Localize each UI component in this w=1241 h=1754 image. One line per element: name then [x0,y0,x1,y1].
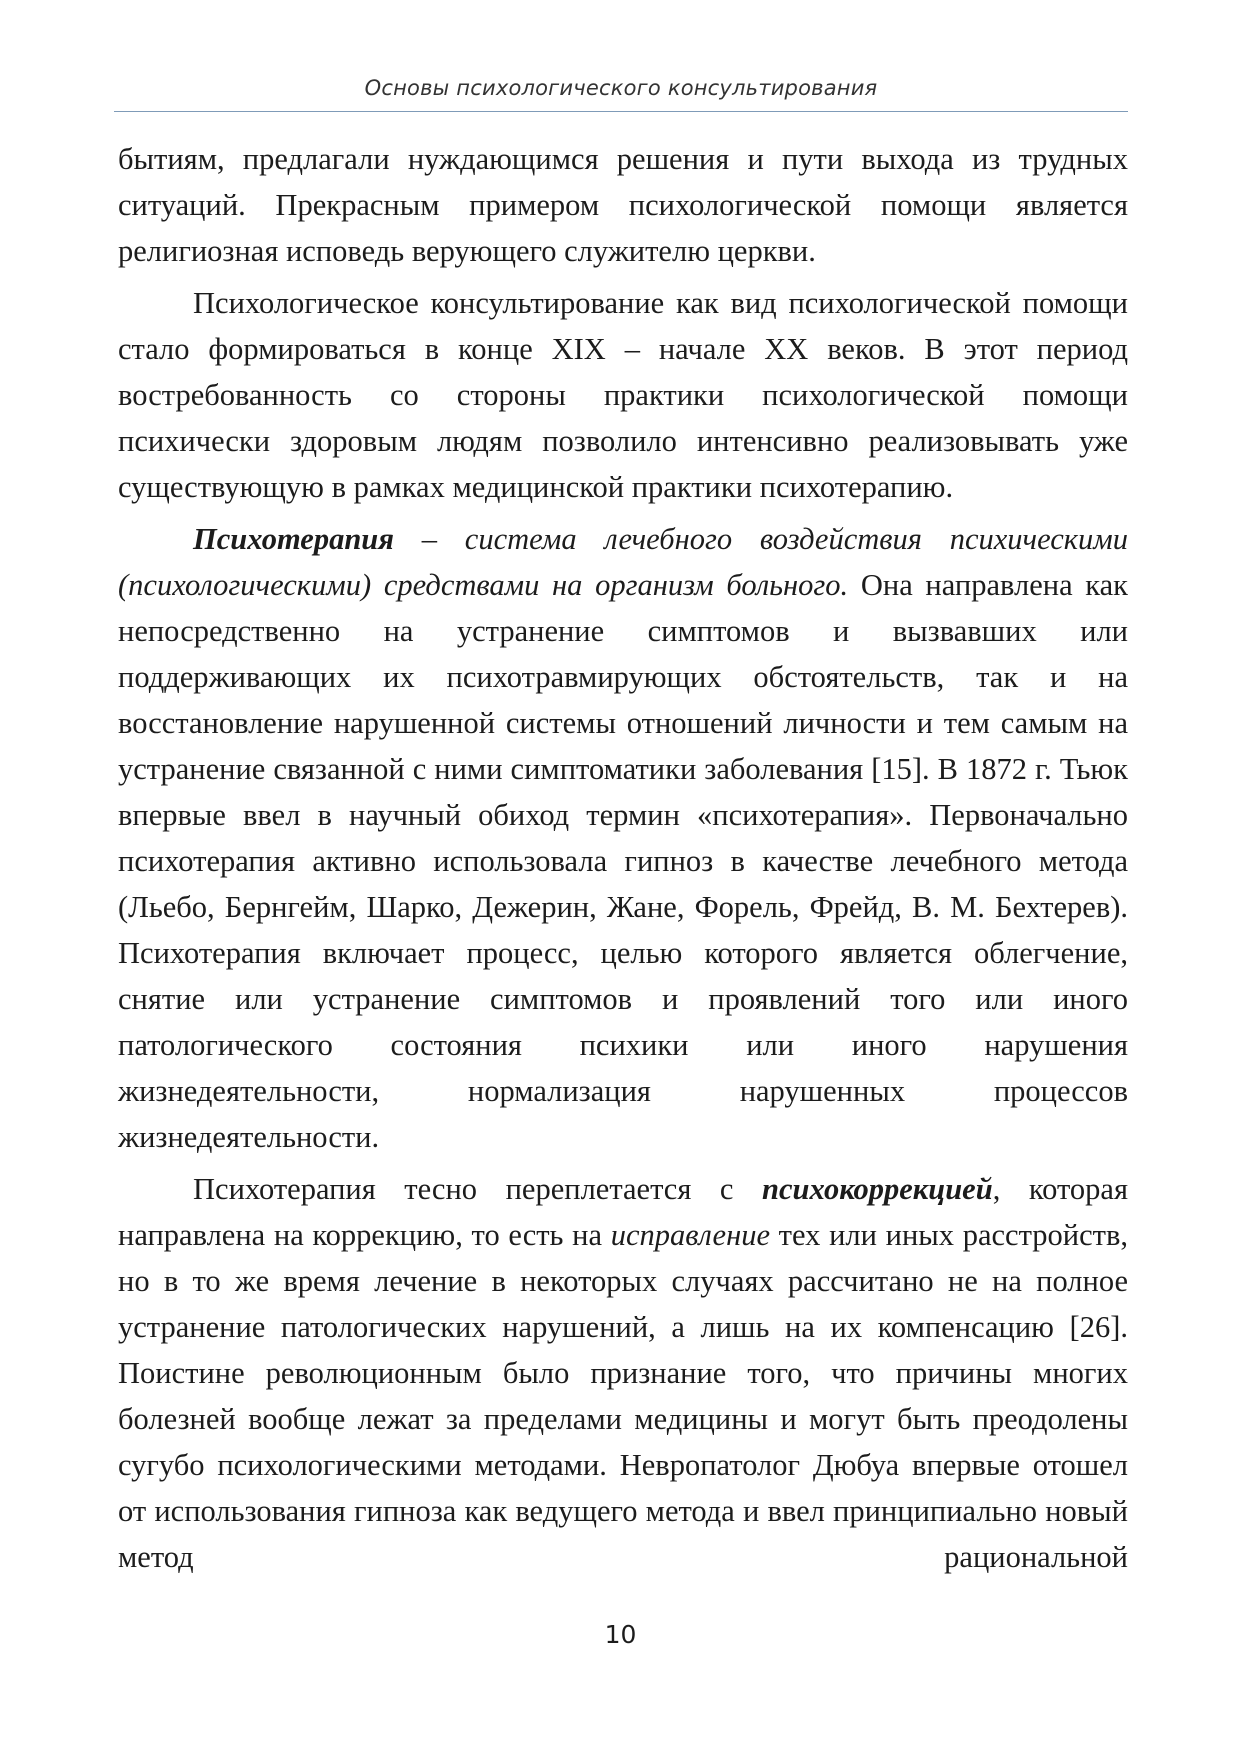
paragraph-4 [118,1166,1128,1580]
definition-psychotherapy: – система лечебного воздействия психическими (психологическими) средствами на организм больного. [118,522,1128,602]
term-psychocorrection: психокоррекцией [762,1172,993,1206]
emphasis-correction: исправление [610,1218,770,1252]
running-header: Основы психологического консультирования [364,76,878,100]
paragraph-4-lead: Психотерапия тесно переплетается с [193,1172,763,1206]
page-number: 10 [604,1620,637,1649]
paragraph-4-middle: , которая направлена на коррекцию, то есть на [118,1172,1128,1252]
paragraph-1: бытиям, предлагали нуждающимся решения и пути выхода из трудных ситуаций. Прекрасным примером психологической помощи является религиозная исповедь верующего служителю церкви. [118,142,1128,268]
paragraph-3 [118,516,1128,1160]
header-rule [114,111,1128,112]
paragraph-3-text: Она направлена как непосредственно на устранение симптомов и вызвавших или поддерживающих их психотравмирующих обстоятельств, так и на восстановление нарушенной системы отношений личности и тем самым на устранение связанной с ними симптоматики заболевания [15]. В 1872 г. Тьюк впервые ввел в научный обиход термин «психотерапия». Первоначально психотерапия активно использовала гипноз в качестве лечебного метода (Льебо, Бернгейм, Шарко, Дежерин, Жане, Форель, Фрейд, В. М. Бехтерев). Психотерапия включает процесс, целью которого является облегчение, снятие или устранение симптомов и проявлений того или иного патологического состояния психики или иного нарушения жизнедеятельности, нормализация нарушенных процессов жизнедеятельности. [118,568,1128,1154]
paragraph-2: Психологическое консультирование как вид психологической помощи стало формироваться в конце XIX – начале XX веков. В этот период востребованность со стороны практики психологической помощи психически здоровым людям позволило интенсивно реализовывать уже существующую в рамках медицинской практики психотерапию. [118,286,1128,504]
body-text [118,136,1128,1586]
term-psychotherapy: Психотерапия [193,522,394,556]
paragraph-4-text: тех или иных расстройств, но в то же время лечение в некоторых случаях рассчитано не на полное устранение патологических нарушений, а лишь на их компенсацию [26]. Поистине революционным было признание того, что причины многих болезней вообще лежат за пределами медицины и могут быть преодолены сугубо психологическими методами. Невропатолог Дюбуа впервые отошел от использования гипноза как ведущего метода и ввел принципиально новый метод рациональной [118,1218,1128,1574]
